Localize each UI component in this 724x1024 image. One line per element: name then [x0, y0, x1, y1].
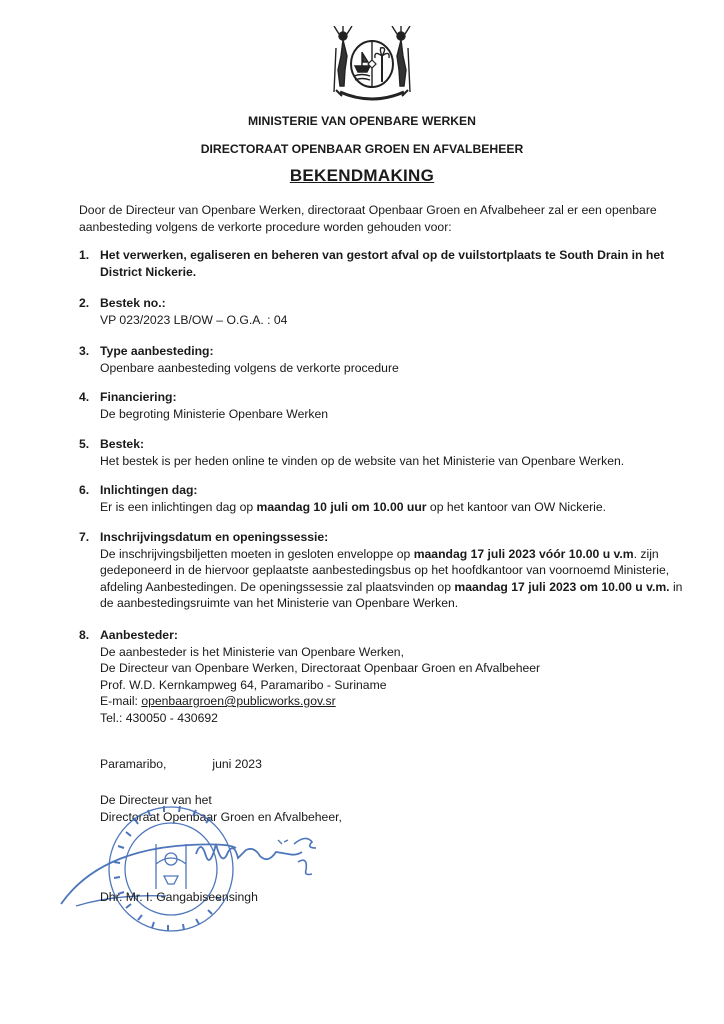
item-number: 7. — [79, 530, 90, 544]
item-heading: Type aanbesteding: — [100, 344, 214, 358]
text-run: Er is een inlichtingen dag op — [100, 499, 257, 514]
list-item-7 — [79, 529, 683, 612]
text-run-bold: maandag 17 juli 2023 vóór 10.00 u v.m — [413, 546, 634, 561]
document-title: BEKENDMAKING — [289, 166, 435, 185]
item-body: VP 023/2023 LB/OW – O.G.A. : 04 — [100, 312, 288, 327]
item-number: 1. — [79, 248, 90, 262]
item-body: Het bestek is per heden online te vinden op de website van het Ministerie van Openbare Werken. — [100, 453, 625, 468]
item-heading: Bestek: — [100, 437, 145, 451]
email-line — [100, 693, 659, 710]
text-run: in — [669, 579, 683, 594]
item-body-line: De Directeur van Openbare Werken, Directoraat Openbaar Groen en Afvalbeheer — [100, 661, 541, 675]
item-body-line — [100, 579, 683, 596]
list-item-1 — [79, 247, 665, 280]
list-item-4 — [79, 389, 659, 422]
ministry-heading: MINISTERIE VAN OPENBARE WERKEN — [248, 114, 476, 128]
intro-line: aanbesteding volgens de verkorte procedure worden gehouden voor: — [79, 219, 452, 234]
text-run-bold: maandag 10 juli om 10.00 uur — [256, 499, 427, 514]
email-link[interactable]: openbaargroen@publicworks.gov.sr — [141, 694, 336, 708]
text-run: op het kantoor van OW Nickerie. — [426, 499, 607, 514]
text-run: . zijn — [633, 546, 659, 561]
item-number: 4. — [79, 390, 90, 404]
official-stamp-and-signature — [56, 784, 376, 964]
item-heading: Inschrijvingsdatum en openingssessie: — [100, 530, 329, 544]
item-body — [100, 499, 659, 516]
item-heading: Bestek no.: — [100, 296, 166, 310]
item-heading: Aanbesteder: — [100, 628, 178, 642]
item-heading: Financiering: — [100, 390, 177, 404]
place: Paramaribo, — [100, 757, 167, 771]
item-body: De begroting Ministerie Openbare Werken — [100, 406, 329, 421]
item-number: 5. — [79, 437, 90, 451]
intro-paragraph — [79, 202, 659, 235]
item-body-line: Prof. W.D. Kernkampweg 64, Paramaribo - Suriname — [100, 677, 387, 692]
item-number: 8. — [79, 628, 90, 642]
signature-title-line: Directoraat Openbaar Groen en Afvalbeheer, — [100, 809, 342, 824]
list-item-8 — [79, 627, 659, 726]
text-run: afdeling Aanbestedingen. De openingssessie zal plaatsvinden op — [100, 579, 455, 594]
item-number: 3. — [79, 344, 90, 358]
item-heading-line: Het verwerken, egaliseren en beheren van gestort afval op de vuilstortplaats te South Drain in het — [100, 248, 665, 262]
item-body-line: de aanbestedingsruimte van het Ministerie van Openbare Werken. — [100, 596, 459, 610]
text-run-bold: maandag 17 juli 2023 om 10.00 u v.m. — [454, 579, 670, 594]
item-number: 6. — [79, 483, 90, 497]
list-item-5 — [79, 436, 659, 469]
item-body-line: De aanbesteder is het Ministerie van Openbare Werken, — [100, 644, 404, 659]
item-heading-line: District Nickerie. — [100, 264, 197, 279]
coat-of-arms-emblem — [330, 26, 414, 106]
item-body-line: gedeponeerd in de hiervoor geplaatste aanbestedingsbus op het hoofdkantoor van voornoemd Ministerie, — [100, 563, 670, 577]
directorate-heading: DIRECTORAAT OPENBAAR GROEN EN AFVALBEHEER — [200, 142, 524, 156]
item-heading: Inlichtingen dag: — [100, 483, 198, 497]
list-item-6 — [79, 482, 659, 515]
intro-line: Door de Directeur van Openbare Werken, directoraat Openbaar Groen en Afvalbeheer zal er een openbare — [79, 203, 657, 217]
phone-line: Tel.: 430050 - 430692 — [100, 710, 218, 725]
text-run: De inschrijvingsbiljetten moeten in gesloten enveloppe op — [100, 546, 414, 561]
list-item-2 — [79, 295, 659, 328]
list-item-3 — [79, 343, 659, 376]
email-label: E-mail: — [100, 694, 142, 708]
signature-title-line: De Directeur van het — [100, 793, 212, 807]
signatory-name: Dhr. Mr. I. Gangabiseensingh — [100, 890, 258, 904]
item-body: Openbare aanbesteding volgens de verkorte procedure — [100, 360, 399, 375]
place-date — [100, 756, 262, 773]
item-body-line — [100, 546, 659, 563]
date: juni 2023 — [212, 757, 262, 771]
item-number: 2. — [79, 296, 90, 310]
